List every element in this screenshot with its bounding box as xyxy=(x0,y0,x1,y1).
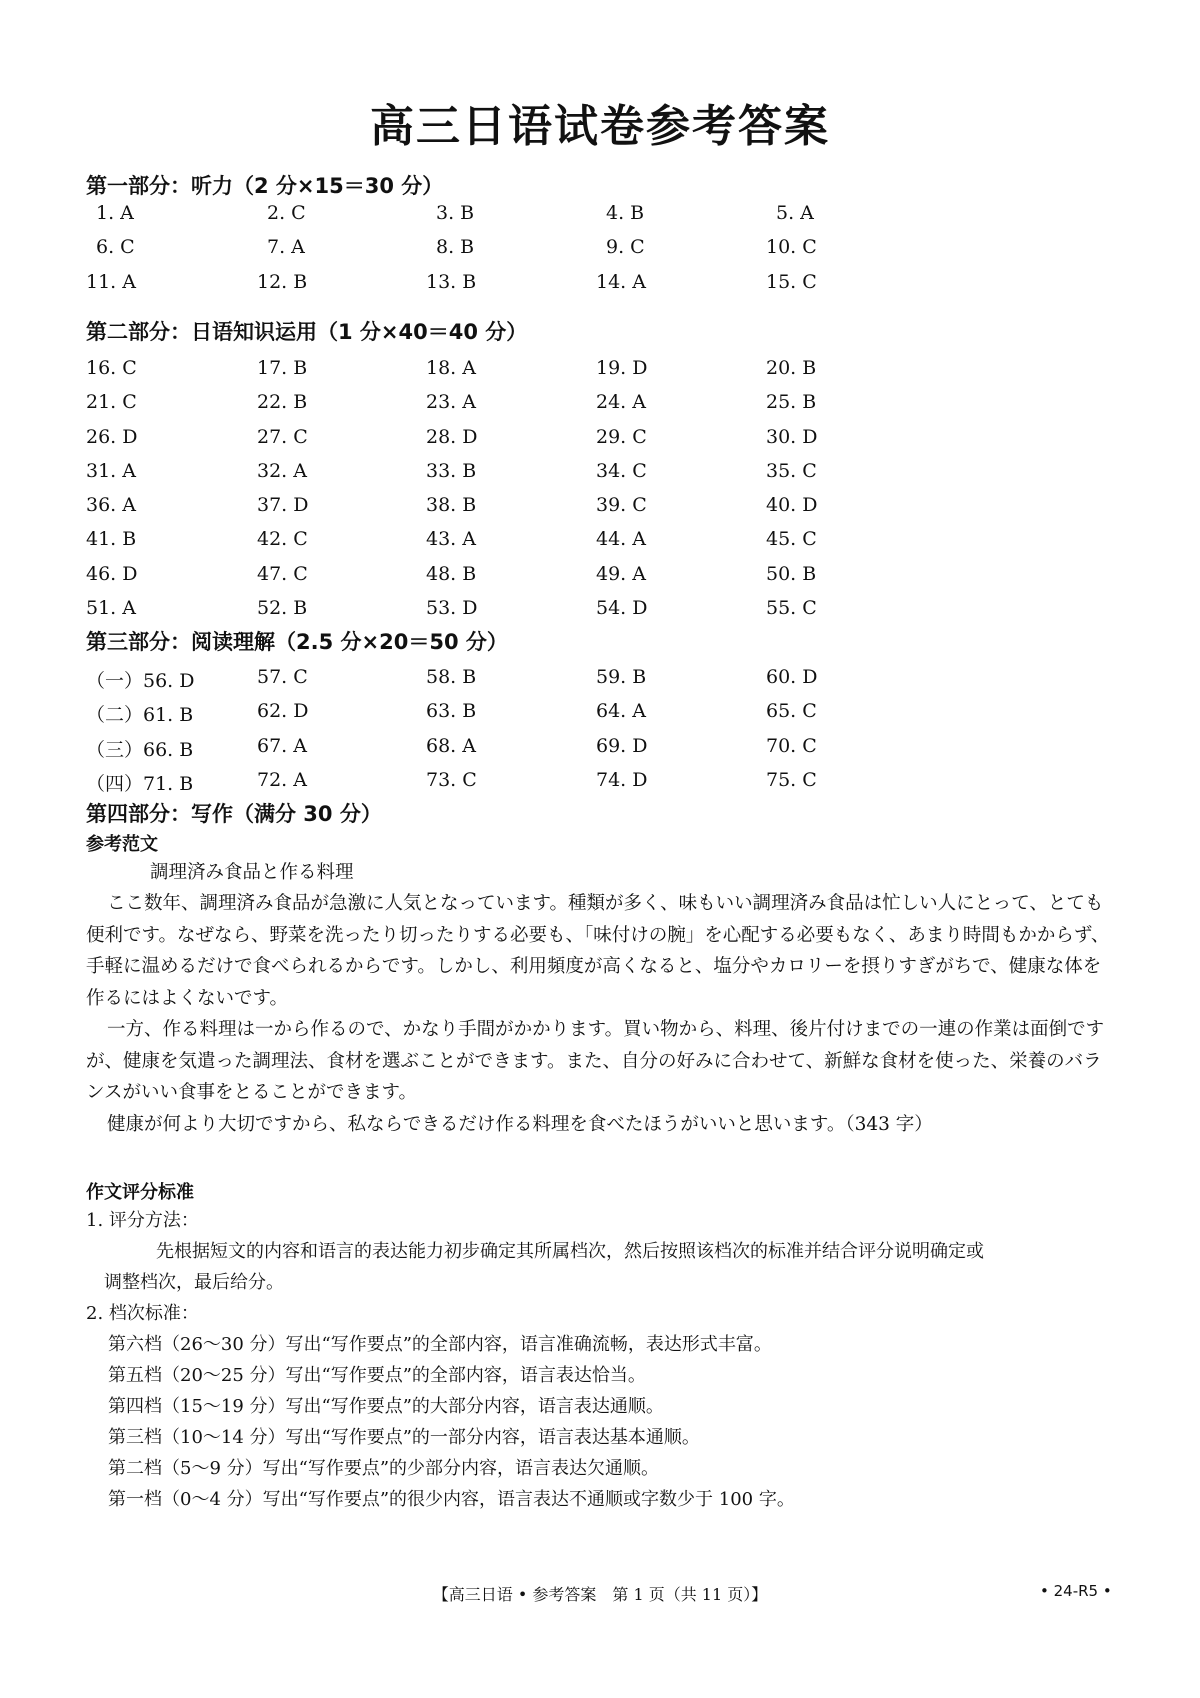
answer-cell: （一）56. D xyxy=(86,670,195,692)
answer-cell: 8. B xyxy=(436,236,475,259)
answer-cell: 30. D xyxy=(766,425,818,448)
answer-cell: 15. C xyxy=(766,270,817,293)
answer-cell: 72. A xyxy=(257,768,307,791)
part2-heading: 第二部分：日语知识运用（1 分×40＝40 分） xyxy=(86,320,528,344)
answer-row xyxy=(86,528,886,562)
sample-essay xyxy=(86,888,1118,1140)
essay-paragraph: 健康が何より大切ですから、私ならできるだけ作る料理を食べたほうがいいと思います。（343 字） xyxy=(107,1113,933,1135)
answer-cell: 31. A xyxy=(86,459,136,482)
score-level: 第六档（26～30 分）写出“写作要点”的全部内容，语言准确流畅，表达形式丰富。 xyxy=(108,1334,772,1355)
answer-cell: 42. C xyxy=(257,528,308,551)
answer-cell: 67. A xyxy=(257,734,307,757)
answer-row xyxy=(86,426,886,460)
answer-cell: 14. A xyxy=(596,270,646,293)
answer-cell: 51. A xyxy=(86,597,136,620)
part3-answer-grid xyxy=(86,666,886,803)
answer-cell: 16. C xyxy=(86,357,137,379)
answer-row xyxy=(86,494,886,528)
answer-cell: 40. D xyxy=(766,494,818,517)
answer-row xyxy=(86,202,886,236)
answer-cell: 6. C xyxy=(96,236,135,259)
answer-cell: 68. A xyxy=(426,734,476,757)
sample-essay-heading: 参考范文 xyxy=(86,834,158,855)
answer-cell: 62. D xyxy=(257,700,309,723)
answer-cell: 38. B xyxy=(426,494,477,517)
score-level: 第四档（15～19 分）写出“写作要点”的大部分内容，语言表达通顺。 xyxy=(108,1396,664,1417)
answer-cell: 60. D xyxy=(766,666,818,688)
answer-row xyxy=(86,563,886,597)
answer-cell: （三）66. B xyxy=(86,738,194,761)
method-text-continued: 调整档次，最后给分。 xyxy=(104,1272,284,1293)
answer-cell: 10. C xyxy=(766,236,817,259)
answer-cell: 35. C xyxy=(766,459,817,482)
answer-row xyxy=(86,460,886,494)
answer-cell: 37. D xyxy=(257,494,309,517)
answer-cell: 2. C xyxy=(267,202,306,224)
answer-cell: 45. C xyxy=(766,528,817,551)
answer-cell: 1. A xyxy=(96,202,134,224)
answer-cell: 59. B xyxy=(596,666,647,688)
essay-paragraph: 一方、作る料理は一から作るので、かなり手間がかかります。買い物から、料理、後片付けまでの一連の作業は面倒ですが、健康を気遣った調理法、食材を選ぶことができます。また、自分の好みに合わせて、新鮮な食材を使った、栄養のバランスがいい食事をとることができます。 xyxy=(86,1019,1105,1103)
answer-cell: 26. D xyxy=(86,425,138,448)
part1-answer-grid xyxy=(86,202,886,305)
answer-cell: 11. A xyxy=(86,270,136,293)
answer-cell: 69. D xyxy=(596,734,648,757)
answer-row xyxy=(86,391,886,425)
method-text: 先根据短文的内容和语言的表达能力初步确定其所属档次，然后按照该档次的标准并结合评分说明确定或 xyxy=(156,1241,984,1262)
scoring-criteria xyxy=(86,1205,1126,1515)
answer-cell: 32. A xyxy=(257,459,307,482)
answer-cell: 58. B xyxy=(426,666,477,688)
answer-cell: 74. D xyxy=(596,768,648,791)
answer-cell: 36. A xyxy=(86,494,136,517)
answer-cell: 39. C xyxy=(596,494,647,517)
answer-cell: 22. B xyxy=(257,391,308,414)
answer-row xyxy=(86,700,886,734)
answer-cell: 33. B xyxy=(426,459,477,482)
score-level: 第三档（10～14 分）写出“写作要点”的一部分内容，语言表达基本通顺。 xyxy=(108,1427,700,1448)
answer-row xyxy=(86,271,886,305)
answer-cell: 52. B xyxy=(257,597,308,620)
answer-row xyxy=(86,666,886,700)
essay-title: 調理済み食品と作る料理 xyxy=(150,862,354,883)
answer-cell: 18. A xyxy=(426,357,476,379)
answer-cell: 27. C xyxy=(257,425,308,448)
answer-cell: 20. B xyxy=(766,357,817,379)
answer-cell: 73. C xyxy=(426,768,477,791)
part4-heading: 第四部分：写作（满分 30 分） xyxy=(86,802,382,826)
answer-cell: 55. C xyxy=(766,597,817,620)
answer-cell: 12. B xyxy=(257,270,308,293)
answer-cell: 41. B xyxy=(86,528,137,551)
page-footer: 【高三日语 • 参考答案 第 1 页（共 11 页）】 xyxy=(432,1585,768,1604)
answer-cell: 21. C xyxy=(86,391,137,414)
answer-cell: 5. A xyxy=(776,202,814,224)
score-level: 第二档（5～9 分）写出“写作要点”的少部分内容，语言表达欠通顺。 xyxy=(108,1458,660,1479)
answer-cell: 47. C xyxy=(257,562,308,585)
answer-cell: 3. B xyxy=(436,202,475,224)
part3-heading: 第三部分：阅读理解（2.5 分×20＝50 分） xyxy=(86,630,508,654)
score-level: 第五档（20～25 分）写出“写作要点”的全部内容，语言表达恰当。 xyxy=(108,1365,646,1386)
part1-heading: 第一部分：听力（2 分×15＝30 分） xyxy=(86,174,444,198)
answer-row xyxy=(86,735,886,769)
score-level: 第一档（0～4 分）写出“写作要点”的很少内容，语言表达不通顺或字数少于 100 字。 xyxy=(108,1489,795,1510)
page-title: 高三日语试卷参考答案 xyxy=(370,101,830,152)
answer-cell: 57. C xyxy=(257,666,308,688)
answer-cell: 25. B xyxy=(766,391,817,414)
answer-cell: 28. D xyxy=(426,425,478,448)
answer-cell: 49. A xyxy=(596,562,646,585)
part2-answer-grid xyxy=(86,357,886,631)
answer-cell: 24. A xyxy=(596,391,646,414)
answer-cell: 65. C xyxy=(766,700,817,723)
answer-cell: 64. A xyxy=(596,700,646,723)
answer-cell: 7. A xyxy=(267,236,305,259)
answer-cell: （二）61. B xyxy=(86,704,194,727)
answer-cell: 44. A xyxy=(596,528,646,551)
answer-cell: 70. C xyxy=(766,734,817,757)
levels-label: 2. 档次标准： xyxy=(86,1303,199,1324)
answer-cell: 43. A xyxy=(426,528,476,551)
answer-cell: 13. B xyxy=(426,270,477,293)
answer-cell: 46. D xyxy=(86,562,138,585)
answer-cell: 63. B xyxy=(426,700,477,723)
answer-cell: 50. B xyxy=(766,562,817,585)
method-label: 1. 评分方法： xyxy=(86,1210,199,1231)
answer-cell: 9. C xyxy=(606,236,645,259)
answer-cell: 19. D xyxy=(596,357,648,379)
scoring-heading: 作文评分标准 xyxy=(86,1182,194,1203)
answer-cell: （四）71. B xyxy=(86,772,194,795)
answer-cell: 53. D xyxy=(426,597,478,620)
essay-paragraph: ここ数年、調理済み食品が急激に人気となっています。種類が多く、味もいい調理済み食品は忙しい人にとって、とても便利です。なぜなら、野菜を洗ったり切ったりする必要も、「味付けの腕」を心配する必要もなく、あまり時間もかからず、手軽に温めるだけで食べられるからです。しかし、利用頻度が高くなると、塩分やカロリーを摂りすぎがちで、健康な体を作るにはよくないです。 xyxy=(86,893,1110,1009)
answer-cell: 48. B xyxy=(426,562,477,585)
answer-cell: 34. C xyxy=(596,459,647,482)
answer-cell: 4. B xyxy=(606,202,645,224)
answer-cell: 54. D xyxy=(596,597,648,620)
answer-row xyxy=(86,357,886,391)
document-code: • 24-R5 • xyxy=(1040,1582,1112,1600)
answer-cell: 75. C xyxy=(766,768,817,791)
answer-cell: 29. C xyxy=(596,425,647,448)
answer-cell: 17. B xyxy=(257,357,308,379)
answer-row xyxy=(86,236,886,270)
answer-cell: 23. A xyxy=(426,391,476,414)
